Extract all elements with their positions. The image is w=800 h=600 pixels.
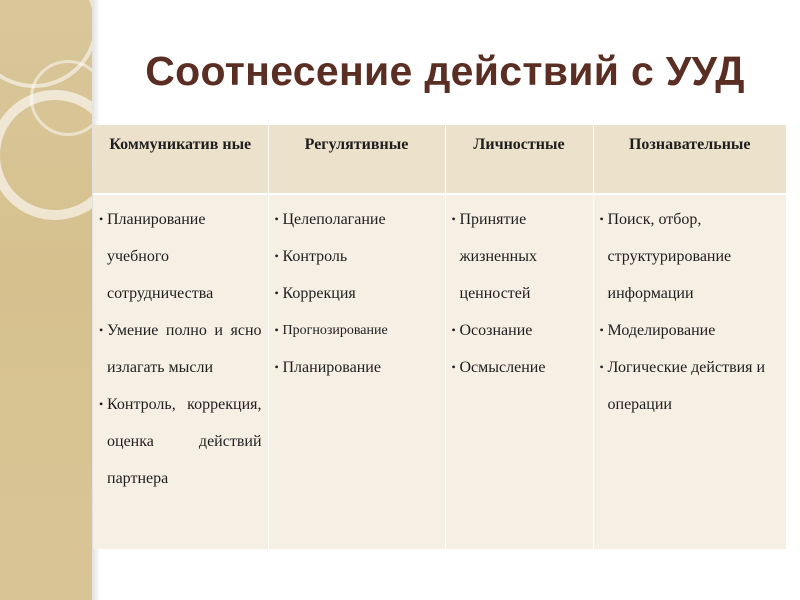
cell-personal xyxy=(445,194,593,549)
communicative-list xyxy=(99,201,262,497)
list-item: • Целеполагание xyxy=(275,201,439,238)
table-row xyxy=(93,194,786,549)
list-item: • Планирование xyxy=(275,349,439,386)
personal-list xyxy=(452,201,587,386)
uud-table xyxy=(93,125,786,549)
cell-communicative xyxy=(93,194,268,549)
decorative-band xyxy=(0,0,92,600)
table-header-row xyxy=(93,125,786,194)
list-item: • Контроль xyxy=(275,238,439,275)
list-item: • Логические действия и операции xyxy=(600,349,781,423)
header-regulatory: Регулятивные xyxy=(268,125,445,194)
list-item: • Планирование учебного сотрудничества xyxy=(99,201,262,312)
list-item: • Умение полно и ясно излагать мысли xyxy=(99,312,262,386)
header-personal: Личностные xyxy=(445,125,593,194)
list-item: • Прогнозирование xyxy=(275,312,439,349)
list-item: • Осмысление xyxy=(452,349,587,386)
list-item: • Поиск, отбор, структурирование информации xyxy=(600,201,781,312)
list-item: • Контроль, коррекция, оценка действий партнера xyxy=(99,386,262,497)
list-item: • Моделирование xyxy=(600,312,781,349)
regulatory-list xyxy=(275,201,439,386)
cell-regulatory xyxy=(268,194,445,549)
cognitive-list xyxy=(600,201,781,423)
list-item: • Коррекция xyxy=(275,275,439,312)
header-cognitive: Познавательные xyxy=(593,125,786,194)
cell-cognitive xyxy=(593,194,786,549)
header-communicative: Коммуникатив ные xyxy=(93,125,268,194)
list-item: • Осознание xyxy=(452,312,587,349)
list-item: • Принятие жизненных ценностей xyxy=(452,201,587,312)
slide-title: Соотнесение действий с УУД xyxy=(145,48,745,94)
